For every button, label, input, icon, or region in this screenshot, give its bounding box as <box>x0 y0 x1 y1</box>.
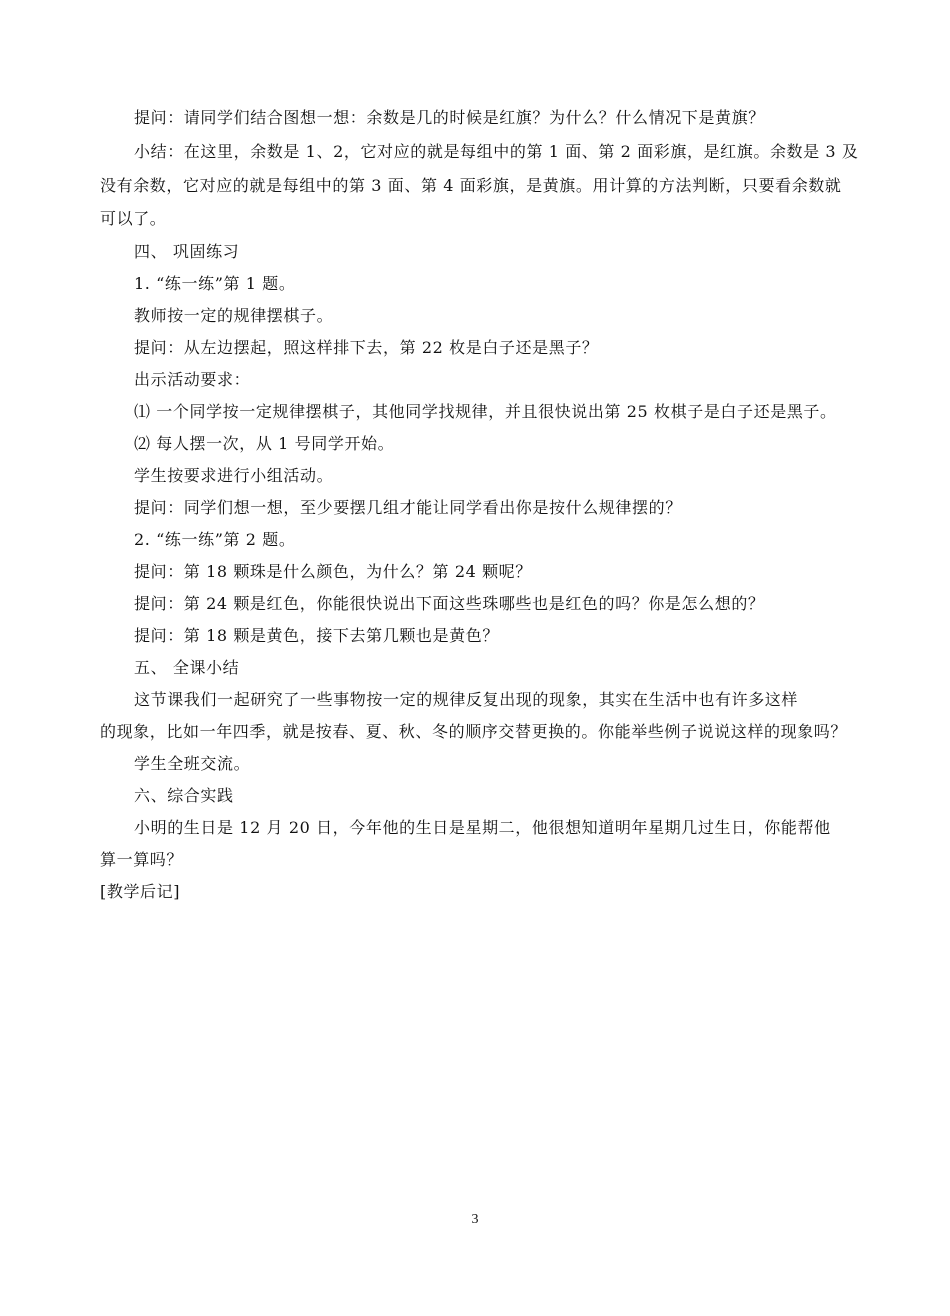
summary-line-2: 没有余数，它对应的就是每组中的第 3 面、第 4 面彩旗，是黄旗。用计算的方法判断，只要看余数就 <box>100 176 842 195</box>
teaching-postscript: [教学后记] <box>100 882 181 901</box>
question-18th-yellow: 提问：第 18 颗是黄色，接下去第几颗也是黄色？ <box>134 626 499 645</box>
requirement-1: ⑴ 一个同学按一定规律摆棋子，其他同学找规律，并且很快说出第 25 枚棋子是白子还是黑子。 <box>134 402 837 421</box>
class-summary-line-2: 的现象，比如一年四季，就是按春、夏、秋、冬的顺序交替更换的。你能举些例子说说这样的现象吗？ <box>100 722 848 741</box>
practice-line-1: 小明的生日是 12 月 20 日，今年他的生日是星期二，他很想知道明年星期几过生日，你能帮他 <box>134 818 831 837</box>
exercise-2-title: 2. “练一练”第 2 题。 <box>134 530 296 549</box>
requirement-2: ⑵ 每人摆一次，从 1 号同学开始。 <box>134 434 395 453</box>
question-red-flag: 提问：请同学们结合图想一想：余数是几的时候是红旗？为什么？什么情况下是黄旗？ <box>134 108 765 127</box>
question-18th-bead: 提问：第 18 颗珠是什么颜色，为什么？第 24 颗呢？ <box>134 562 532 581</box>
class-summary-line-1: 这节课我们一起研究了一些事物按一定的规律反复出现的现象，其实在生活中也有许多这样 <box>134 690 799 709</box>
activity-requirements: 出示活动要求： <box>134 370 251 389</box>
teacher-action: 教师按一定的规律摆棋子。 <box>134 306 334 325</box>
section-heading-4: 四、 巩固练习 <box>134 242 240 261</box>
question-24th-red: 提问：第 24 颗是红色，你能很快说出下面这些珠哪些也是红色的吗？你是怎么想的？ <box>134 594 765 613</box>
section-heading-5: 五、 全课小结 <box>134 658 240 677</box>
question-22nd-piece: 提问：从左边摆起，照这样排下去，第 22 枚是白子还是黑子？ <box>134 338 599 357</box>
exercise-1-title: 1. “练一练”第 1 题。 <box>134 274 296 293</box>
page-number: 3 <box>471 1212 479 1227</box>
class-exchange: 学生全班交流。 <box>134 754 251 773</box>
student-activity: 学生按要求进行小组活动。 <box>134 466 334 485</box>
practice-line-2: 算一算吗？ <box>100 850 184 869</box>
summary-line-1: 小结：在这里，余数是 1、2，它对应的就是每组中的第 1 面、第 2 面彩旗，是红旗。余数是 3 及 <box>134 142 859 161</box>
summary-line-3: 可以了。 <box>100 209 167 228</box>
section-heading-6: 六、综合实践 <box>134 786 234 805</box>
question-groups: 提问：同学们想一想，至少要摆几组才能让同学看出你是按什么规律摆的？ <box>134 498 682 517</box>
